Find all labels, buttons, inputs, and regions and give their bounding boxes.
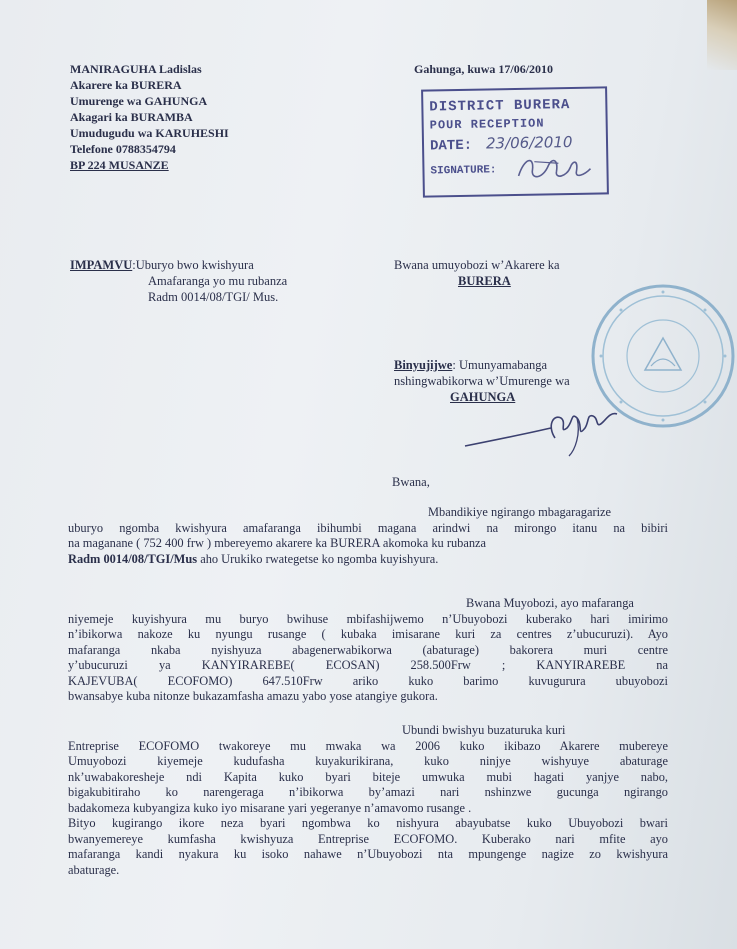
paragraph-3-line: badakomeza kubyangiza kuko iyo misarane yari yegeranye n’amavomo rusange . bbox=[68, 800, 472, 815]
paragraph-2-line: y’ubucuruzi ya KANYIRAREBE( ECOSAN) 258.500Frw ; KANYIRAREBE na bbox=[68, 658, 668, 672]
paragraph-4-line: mafaranga kandi nyakura ku isoko nahawe n’Ubuyobozi nta mpungenge nagize zo kwishyura bbox=[68, 847, 668, 861]
page-edge-shadow bbox=[707, 0, 737, 70]
stamp-line-1: DISTRICT BURERA bbox=[429, 97, 571, 116]
paragraph-1-line: uburyo ngomba kwishyura amafaranga ibihumbi magana arindwi na mirongo itanu na bibiri bbox=[68, 520, 668, 535]
cc-block bbox=[394, 358, 547, 373]
paragraph-4-line: bwanyemereye kumfasha kwishyuza Entreprise ECOFOMO. Kuberako nari mfite ayo bbox=[68, 831, 668, 846]
stamp-date-label: DATE: bbox=[429, 137, 473, 155]
paragraph-1-last-line bbox=[68, 552, 668, 568]
paragraph-2-line: mafaranga nkaba nyishyuza abagenerwabikorwa (abaturage) bakorera muri centre bbox=[68, 642, 668, 657]
subject-line-2: Amafaranga yo mu rubanza bbox=[148, 274, 288, 288]
stamp-date-value: 23/06/2010 bbox=[485, 132, 573, 153]
subject-label: IMPAMVU bbox=[70, 258, 133, 272]
stamp-line-2: POUR RECEPTION bbox=[429, 116, 545, 133]
paragraph-3-line: Ubundi bwishyu buzaturuka kuri bbox=[402, 723, 566, 737]
paragraph-2 bbox=[68, 596, 668, 705]
paragraph-2-line: Bwana Muyobozi, ayo mafaranga bbox=[466, 596, 634, 610]
paragraph-1 bbox=[68, 505, 668, 567]
sender-cell: Akagari ka BURAMBA bbox=[70, 110, 193, 124]
recipient-line-1: Bwana umuyobozi w’Akarere ka bbox=[394, 258, 560, 272]
stamp-signature-label: SIGNATURE: bbox=[430, 164, 497, 178]
handwritten-signature bbox=[455, 398, 625, 458]
paragraph-4-line: abaturage. bbox=[68, 862, 120, 877]
sender-village: Umudugudu wa KARUHESHI bbox=[70, 126, 229, 140]
place-date: Gahunga, kuwa 17/06/2010 bbox=[414, 62, 554, 76]
paragraph-3-line: Entreprise ECOFOMO twakoreye mu mwaka wa 2006 kuko ikibazo Akarere mubereye bbox=[68, 738, 668, 753]
stamp-signature-scribble bbox=[514, 149, 595, 186]
paragraph-1-line: na maganane ( 752 400 frw ) mbereyemo akarere ka BURERA akomoka ku rubanza bbox=[68, 536, 487, 550]
paragraph-4 bbox=[68, 816, 668, 878]
cc-label: Binyujijwe bbox=[394, 358, 453, 372]
paragraph-2-line: KAJEVUBA( ECOFOMO) 647.510Frw ariko kuko barimo kuvugurura ubuyobozi bbox=[68, 673, 668, 688]
sender-po-box: BP 224 MUSANZE bbox=[70, 158, 169, 172]
paragraph-1-tail: aho Urukiko rwategetse ko ngomba kuyishyura. bbox=[197, 551, 439, 566]
paragraph-4-line: Bityo kugirango ikore neza byari ngombwa ko nishyura abayubatse kuko Ubuyobozi bwari bbox=[68, 816, 668, 830]
recipient-line-2: BURERA bbox=[458, 274, 511, 288]
paragraph-1-line: Mbandikiye ngirango mbagaragarize bbox=[428, 505, 612, 519]
subject-block bbox=[70, 258, 254, 273]
sender-phone: Telefone 0788354794 bbox=[70, 142, 176, 156]
sender-district: Akarere ka BURERA bbox=[70, 78, 182, 92]
paragraph-3-line: bigakubitiraho ko narengeraga n’ibikorwa by’amazi nari nshinzwe gucunga ngirango bbox=[68, 785, 668, 799]
case-reference: Radm 0014/08/TGI/Mus bbox=[68, 551, 198, 566]
paragraph-2-line: n’ibikorwa nakoze ku nyungu rusange ( kubaka imisarane kuri za centres z’ubucuruzi). Ayo bbox=[68, 627, 668, 641]
cc-line-2: nshingwabikorwa w’Umurenge wa bbox=[394, 374, 570, 388]
cc-line-1: : Umunyamabanga bbox=[452, 358, 548, 372]
sender-name: MANIRAGUHA Ladislas bbox=[70, 62, 202, 76]
reception-stamp bbox=[421, 86, 609, 197]
subject-line-3: Radm 0014/08/TGI/ Mus. bbox=[148, 290, 279, 304]
paragraph-2-line: niyemeje kuyishyura mu buryo bwihuse mbifashijwemo n’Ubuyobozi kuberako hari imirimo bbox=[68, 611, 668, 626]
paragraph-2-line: bwansabye kuba nitonze bukazamfasha amazu yabo yose atangiye gukora. bbox=[68, 689, 438, 703]
paragraph-3-line: nk’uwabakoresheje ndi Kapita kuko byari biteje umwuka mubi hagati yanjye nabo, bbox=[68, 769, 668, 784]
subject-line-1: :Uburyo bwo kwishyura bbox=[132, 258, 254, 272]
paragraph-3 bbox=[68, 723, 668, 816]
sender-sector: Umurenge wa GAHUNGA bbox=[70, 94, 208, 108]
cc-line-3: GAHUNGA bbox=[450, 390, 516, 404]
salutation: Bwana, bbox=[392, 475, 430, 489]
paragraph-3-line: Umuyobozi kiyemeje kudufasha kuyakurikirana, kuko ninjye wishyuye abaturage bbox=[68, 754, 668, 768]
